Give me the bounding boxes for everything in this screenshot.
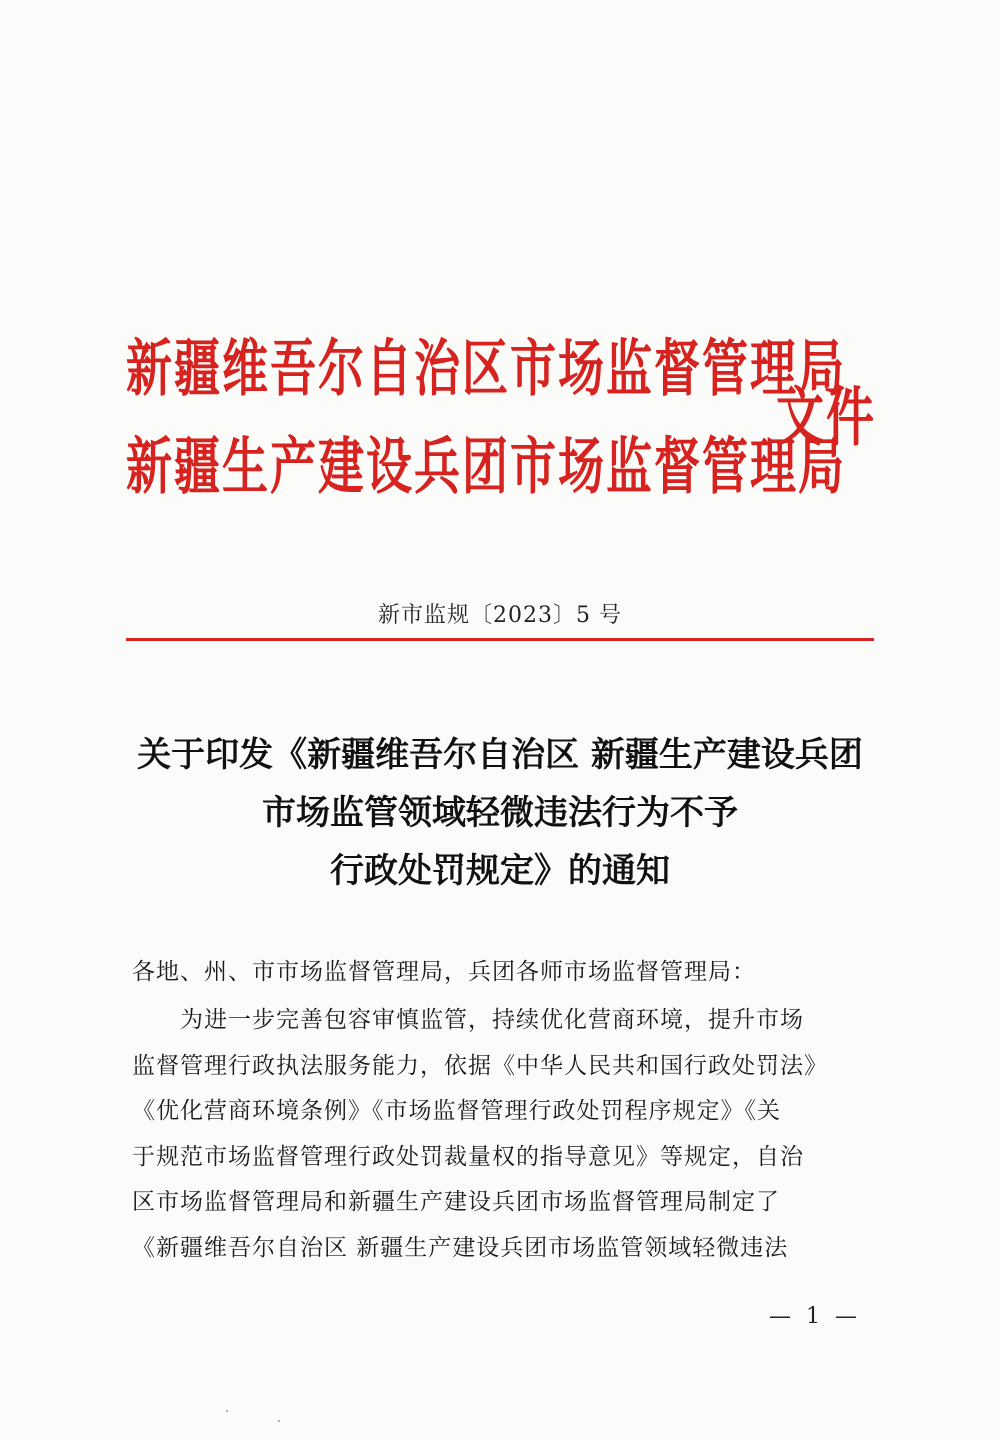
red-masthead (126, 318, 886, 518)
body-line: 区市场监督管理局和新疆生产建设兵团市场监督管理局制定了 (132, 1189, 780, 1216)
recipients-line: 各地、州、市市场监督管理局，兵团各师市场监督管理局： (132, 959, 756, 985)
page-number: — 1 — (769, 1304, 861, 1329)
scan-speck (278, 1420, 280, 1422)
body-line: 监督管理行政执法服务能力，依据《中华人民共和国行政处罚法》 (132, 1052, 828, 1079)
scan-speck (226, 1410, 228, 1412)
body-line: 为进一步完善包容审慎监管，持续优化营商环境，提升市场 (180, 1007, 804, 1033)
masthead-suffix: 文件 (776, 380, 877, 456)
red-divider (126, 638, 874, 641)
body-line: 于规范市场监督管理行政处罚裁量权的指导意见》等规定，自治 (132, 1143, 804, 1170)
body-paragraph (132, 998, 876, 1272)
title-line-1: 关于印发《新疆维吾尔自治区 新疆生产建设兵团 (137, 735, 863, 775)
title-line-2: 市场监管领域轻微违法行为不予 (262, 793, 738, 833)
title-line-3: 行政处罚规定》的通知 (330, 851, 670, 891)
masthead-issuer-2: 新疆生产建设兵团市场监督管理局 (126, 430, 846, 503)
masthead-issuer-1: 新疆维吾尔自治区市场监督管理局 (126, 332, 846, 405)
document-number: 新市监规〔2023〕5 号 (378, 603, 622, 628)
body-line: 《优化营商环境条例》《市场监督管理行政处罚程序规定》《关 (132, 1098, 781, 1125)
body-line: 《新疆维吾尔自治区 新疆生产建设兵团市场监管领域轻微违法 (132, 1234, 789, 1261)
document-title (100, 726, 900, 900)
